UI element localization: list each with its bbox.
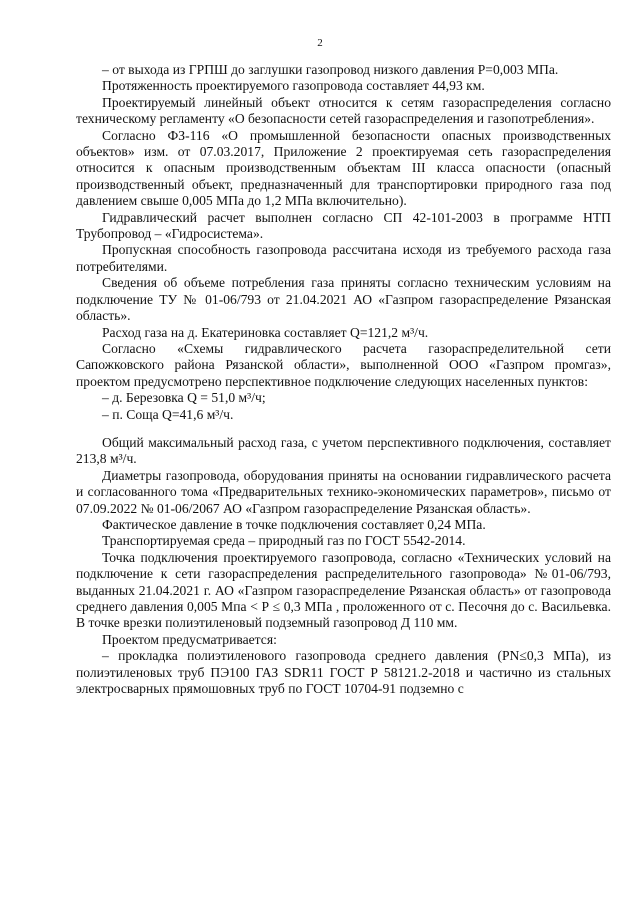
paragraph: Общий максимальный расход газа, с учетом перспективного подключения, составляет 213,8 м³/ч. [76, 434, 611, 467]
paragraph: Гидравлический расчет выполнен согласно СП 42-101-2003 в программе НТП Трубопровод – «Гидросистема». [76, 209, 611, 242]
paragraph: Расход газа на д. Екатериновка составляет Q=121,2 м³/ч. [102, 324, 429, 340]
paragraph: Диаметры газопровода, оборудования приняты на основании гидравлического расчета и согласованного тома «Предварительных технико-экономических параметров», письмо от 07.09.2022 № 01-06/2067 АО «Газпром газораспределение Рязанская область». [76, 467, 611, 516]
page-number: 2 [317, 37, 323, 49]
paragraph: Фактическое давление в точке подключения составляет 0,24 МПа. [102, 516, 486, 532]
paragraph: – от выхода из ГРПШ до заглушки газопровод низкого давления Р=0,003 МПа. [102, 62, 559, 77]
paragraph: Пропускная способность газопровода рассчитана исходя из требуемого расхода газа потребителями. [76, 242, 611, 274]
paragraph: Транспортируемая среда – природный газ по ГОСТ 5542-2014. [102, 533, 466, 549]
paragraph: Проектируемый линейный объект относится к сетям газораспределения согласно техническому регламенту «О безопасности сетей газораспределения и газопотребления». [76, 94, 611, 127]
paragraph: Согласно «Схемы гидравлического расчета газораспределительной сети Сапожковского района Рязанской области», выполненной ООО «Газпром промгаз», проектом предусмотрено перспективное подключение следующих населенных пунктов: [76, 340, 611, 389]
paragraph: Сведения об объеме потребления газа приняты согласно техническим условиям на подключение ТУ № 01-06/793 от 21.04.2021 АО «Газпром газораспределение Рязанская область». [76, 275, 611, 324]
list-item: – д. Березовка Q = 51,0 м³/ч; [102, 390, 266, 406]
list-item: – п. Соща Q=41,6 м³/ч. [102, 406, 234, 422]
document-body [76, 62, 611, 697]
paragraph: – прокладка полиэтиленового газопровода среднего давления (PN≤0,3 МПа), из полиэтиленовых труб ПЭ100 ГАЗ SDR11 ГОСТ Р 58121.2-2018 и частично из стальных электросварных прямошовных труб по ГОСТ 10704-91 подземно с [76, 648, 611, 697]
paragraph: Проектом предусматривается: [102, 631, 277, 647]
paragraph: Согласно ФЗ-116 «О промышленной безопасности опасных производственных объектов» изм. от 07.03.2017, Приложение 2 проектируемая сеть газораспределения относится к опасным производственным объектам III класса опасности (опасный производственный объект, предназначенный для транспортировки природного газа под давлением свыше 0,005 МПа до 1,2 МПа включительно). [76, 127, 611, 209]
paragraph: Точка подключения проектируемого газопровода, согласно «Технических условий на подключение к сети газораспределения распределительного газопровода» №01-06/793, выданных 21.04.2021 г. АО «Газпром газораспределение Рязанская область» от газопровода среднего давления 0,005 Мпа < Р ≤ 0,3 МПа , проложенного от с. Песочня до с. Васильевка. В точке врезки полиэтиленовый подземный газопровод Д 110 мм. [76, 549, 611, 631]
paragraph: Протяженность проектируемого газопровода составляет 44,93 км. [102, 78, 485, 94]
